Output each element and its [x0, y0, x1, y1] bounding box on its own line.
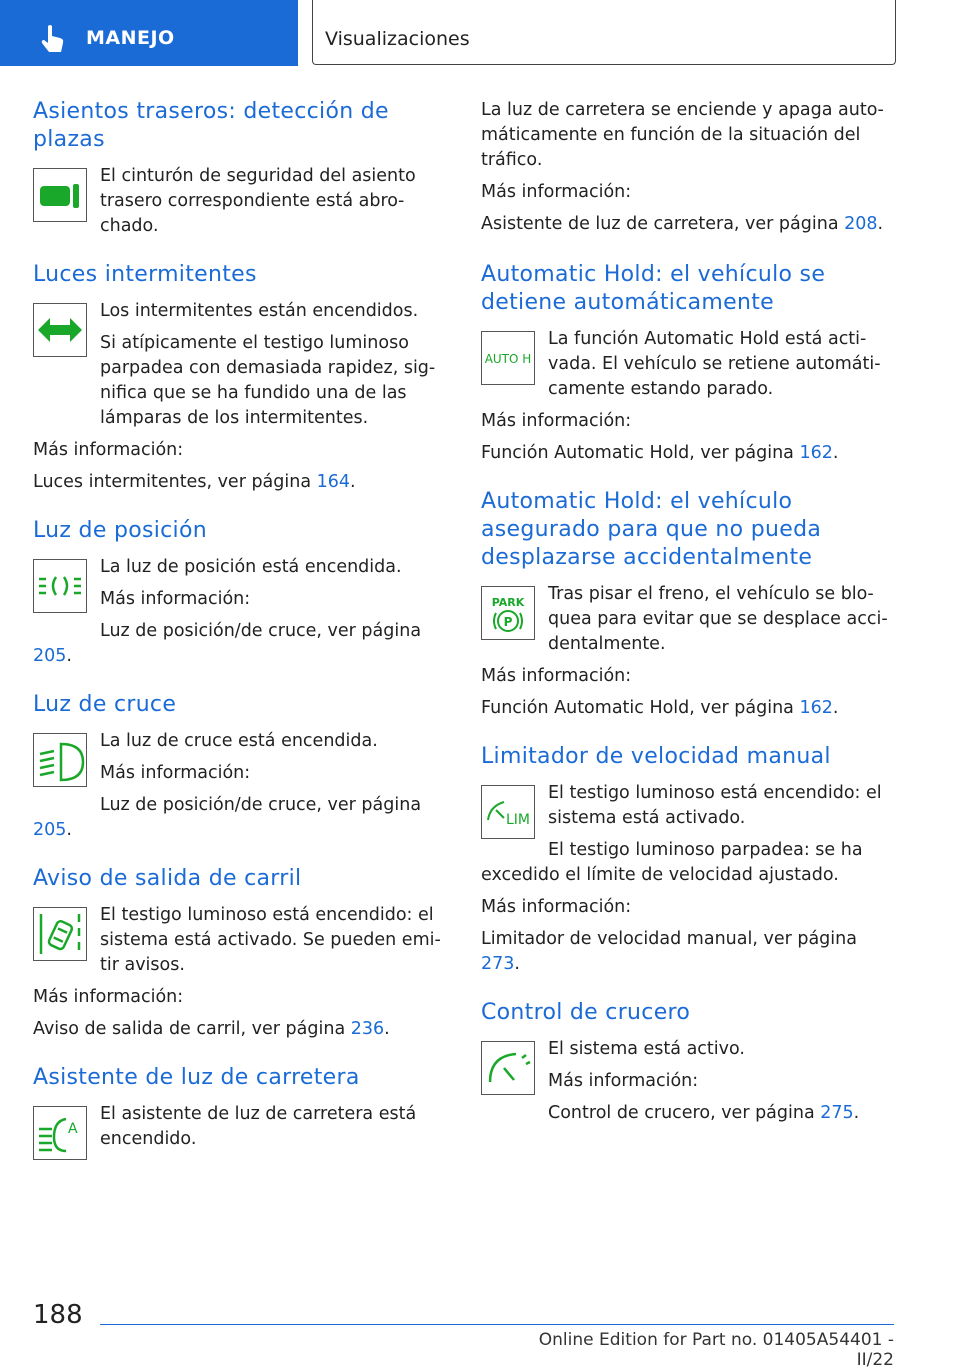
page-reference: Luces intermitentes, ver página 164.: [33, 472, 356, 492]
svg-text:P: P: [503, 615, 513, 629]
left-column: [33, 98, 443, 1180]
section-low-beam: [33, 691, 443, 843]
rear-seat-belt-icon: [33, 168, 87, 222]
section-text: La luz de posición está encendida.: [100, 557, 402, 577]
section-title: Asistente de luz de carretera: [33, 1065, 360, 1090]
page-link[interactable]: 236: [350, 1019, 385, 1039]
low-beam-icon: [33, 733, 87, 787]
chapter-title: MANEJO: [86, 27, 175, 49]
edition-note: Online Edition for Part no. 01405A54401 - II/22: [538, 1330, 894, 1370]
svg-text:LIM: LIM: [505, 812, 531, 828]
page-reference: Control de crucero, ver página 275.: [548, 1103, 860, 1123]
section-text: La luz de cruce está encendida.: [100, 731, 378, 751]
section-title: Automatic Hold: el vehículo se detiene automáticamente: [481, 262, 826, 315]
section-text: El testigo luminoso parpadea: se ha excedido el límite de velocidad ajustado.: [481, 840, 863, 885]
section-title: Luces intermitentes: [33, 262, 257, 287]
svg-text:A: A: [68, 1121, 78, 1137]
page-link[interactable]: 275: [820, 1103, 854, 1123]
page-reference: Aviso de salida de carril, ver página 236.: [33, 1019, 390, 1039]
more-info-label: Más información:: [481, 182, 632, 202]
page-link[interactable]: 164: [316, 472, 351, 492]
section-lane-departure: [33, 865, 443, 1042]
section-title: Luz de cruce: [33, 692, 177, 717]
svg-text:PARK: PARK: [491, 596, 525, 609]
page-link[interactable]: 208: [844, 214, 878, 234]
section-text: Tras pisar el freno, el vehículo se bloquea para evitar que se desplace accidentalmente.: [548, 584, 888, 654]
page-link[interactable]: 162: [799, 698, 833, 718]
page-reference: Función Automatic Hold, ver página 162.: [481, 698, 839, 718]
section-title: Visualizaciones: [325, 28, 470, 50]
section-auto-hold: [481, 261, 896, 466]
page-link[interactable]: 162: [799, 443, 833, 463]
footer-divider: [100, 1324, 894, 1325]
page-link[interactable]: 205: [33, 820, 67, 840]
section-title: Asientos traseros: detección de plazas: [33, 99, 389, 152]
section-text: El cinturón de seguridad del asiento trasero correspondiente está abrochado.: [100, 166, 416, 236]
more-info-label: Más información:: [481, 411, 632, 431]
section-parking-lights: [33, 517, 443, 669]
section-rear-seat-detection: [33, 98, 443, 239]
cruise-control-icon: [481, 1041, 535, 1095]
page-number: 188: [33, 1300, 83, 1330]
more-info-label: Más información:: [33, 440, 184, 460]
section-text: Si atípicamente el testigo luminoso parpadea con demasiada rapidez, significa que se ha fundido una de las lámparas de los intermitentes.: [100, 333, 436, 428]
auto-hold-icon: [481, 331, 535, 385]
section-text: La luz de carretera se enciende y apaga automáticamente en función de la situación del tráfico.: [481, 100, 884, 170]
section-text: Los intermitentes están encendidos.: [100, 301, 419, 321]
high-beam-assist-icon: [33, 1106, 87, 1160]
section-high-beam-assist: [33, 1064, 443, 1158]
parking-light-icon: [33, 559, 87, 613]
page-reference: Limitador de velocidad manual, ver página 273.: [481, 929, 857, 974]
more-info-label: Más información:: [481, 666, 632, 686]
more-info-label: Más información:: [100, 763, 251, 783]
section-speed-limiter: [481, 743, 896, 977]
section-text: El testigo luminoso está encendido: el sistema está activado. Se pueden emitir avisos.: [100, 905, 441, 975]
park-brake-icon: [481, 586, 535, 640]
section-title: Aviso de salida de carril: [33, 866, 302, 891]
turn-signal-icon: [33, 303, 87, 357]
section-title: Luz de posición: [33, 518, 207, 543]
section-text: El asistente de luz de carretera está encendido.: [100, 1104, 417, 1149]
svg-text:AUTO H: AUTO H: [484, 352, 532, 366]
section-auto-hold-park: [481, 488, 896, 721]
speed-limiter-icon: [481, 785, 535, 839]
more-info-label: Más información:: [481, 897, 632, 917]
more-info-label: Más información:: [100, 589, 251, 609]
more-info-label: Más información:: [548, 1071, 699, 1091]
page-link[interactable]: 273: [481, 954, 515, 974]
page-link[interactable]: 205: [33, 646, 67, 666]
page-reference: Asistente de luz de carretera, ver página 208.: [481, 214, 884, 234]
page-reference: Función Automatic Hold, ver página 162.: [481, 443, 839, 463]
section-title: Control de crucero: [481, 1000, 691, 1025]
section-cruise-control: [481, 999, 896, 1126]
page-reference: Luz de posición/de cruce, ver página 205.: [33, 795, 422, 840]
hand-pointer-icon: [40, 24, 66, 54]
section-tab: [312, 0, 896, 65]
lane-departure-icon: [33, 907, 87, 961]
section-text: La función Automatic Hold está activada. El vehículo se retiene automáticamente estando parado.: [548, 329, 881, 399]
section-title: Automatic Hold: el vehículo asegurado para que no pueda desplazarse accidentalmente: [481, 489, 822, 570]
chapter-tab[interactable]: [0, 0, 298, 66]
more-info-label: Más información:: [33, 987, 184, 1007]
page-header: [0, 0, 960, 66]
page-reference: Luz de posición/de cruce, ver página 205.: [33, 621, 422, 666]
section-text: El testigo luminoso está encendido: el sistema está activado.: [548, 783, 882, 828]
high-beam-assist-continued: [481, 98, 896, 237]
section-text: El sistema está activo.: [548, 1039, 745, 1059]
right-column: [481, 98, 896, 1148]
section-title: Limitador de velocidad manual: [481, 744, 831, 769]
section-turn-signals: [33, 261, 443, 495]
